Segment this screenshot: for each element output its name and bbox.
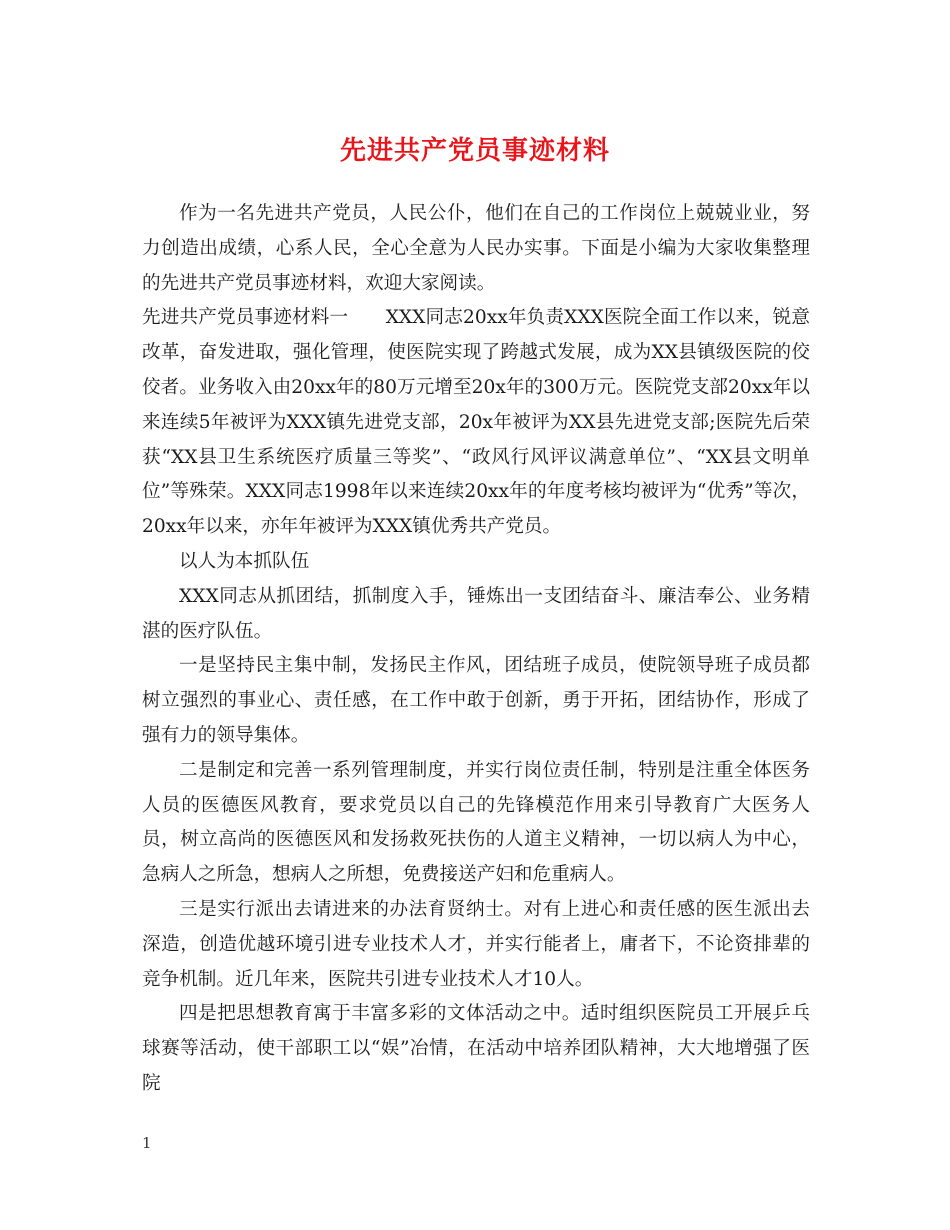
document-body bbox=[142, 197, 810, 1102]
paragraph-point-four: 四是把思想教育寓于丰富多彩的文体活动之中。适时组织医院员工开展乒乓球赛等活动，使干部职工以“娱”冶情，在活动中培养团队精神，大大地增强了医院 bbox=[142, 1003, 810, 1094]
paragraph-material-one: 先进共产党员事迹材料一 XXX同志20xx年负责XXX医院全面工作以来，锐意改革，奋发进取，强化管理，使医院实现了跨越式发展，成为XX县镇级医院的佼佼者。业务收入由20xx年的80万元增至20x年的300万元。医院党支部20xx年以来连续5年被评为XXX镇先进党支部，20x年被评为XX县先进党支部;医院先后荣获“XX县卫生系统医疗质量三等奖”、“政风行风评议满意单位”、“XX县文明单位”等殊荣。XXX同志1998年以来连续20xx年的年度考核均被评为“优秀”等次，20xx年以来，亦年年被评为XXX镇优秀共产党员。 bbox=[142, 307, 810, 538]
paragraph-point-three: 三是实行派出去请进来的办法育贤纳士。对有上进心和责任感的医生派出去深造，创造优越环境引进专业技术人才，并实行能者上，庸者下，不论资排辈的竞争机制。近几年来，医院共引进专业技术人才10人。 bbox=[142, 898, 810, 990]
paragraph-intro: 作为一名先进共产党员，人民公仆，他们在自己的工作岗位上兢兢业业，努力创造出成绩，心系人民，全心全意为人民办实事。下面是小编为大家收集整理的先进共产党员事迹材料，欢迎大家阅读。 bbox=[142, 203, 810, 294]
section-heading: 以人为本抓队伍 bbox=[179, 550, 310, 572]
document-title: 先进共产党员事迹材料 bbox=[339, 136, 610, 166]
paragraph-team: XXX同志从抓团结，抓制度入手，锤炼出一支团结奋斗、廉洁奉公、业务精湛的医疗队伍。 bbox=[142, 585, 810, 642]
paragraph-point-one: 一是坚持民主集中制，发扬民主作风，团结班子成员，使院领导班子成员都树立强烈的事业心、责任感，在工作中敢于创新，勇于开拓，团结协作，形成了强有力的领导集体。 bbox=[142, 655, 810, 746]
page-number: 1 bbox=[142, 1134, 152, 1152]
paragraph-point-two: 二是制定和完善一系列管理制度，并实行岗位责任制，特别是注重全体医务人员的医德医风教育，要求党员以自己的先锋模范作用来引导教育广大医务人员，树立高尚的医德医风和发扬救死扶伤的人道主义精神，一切以病人为中心，急病人之所急，想病人之所想，免费接送产妇和危重病人。 bbox=[142, 759, 810, 886]
